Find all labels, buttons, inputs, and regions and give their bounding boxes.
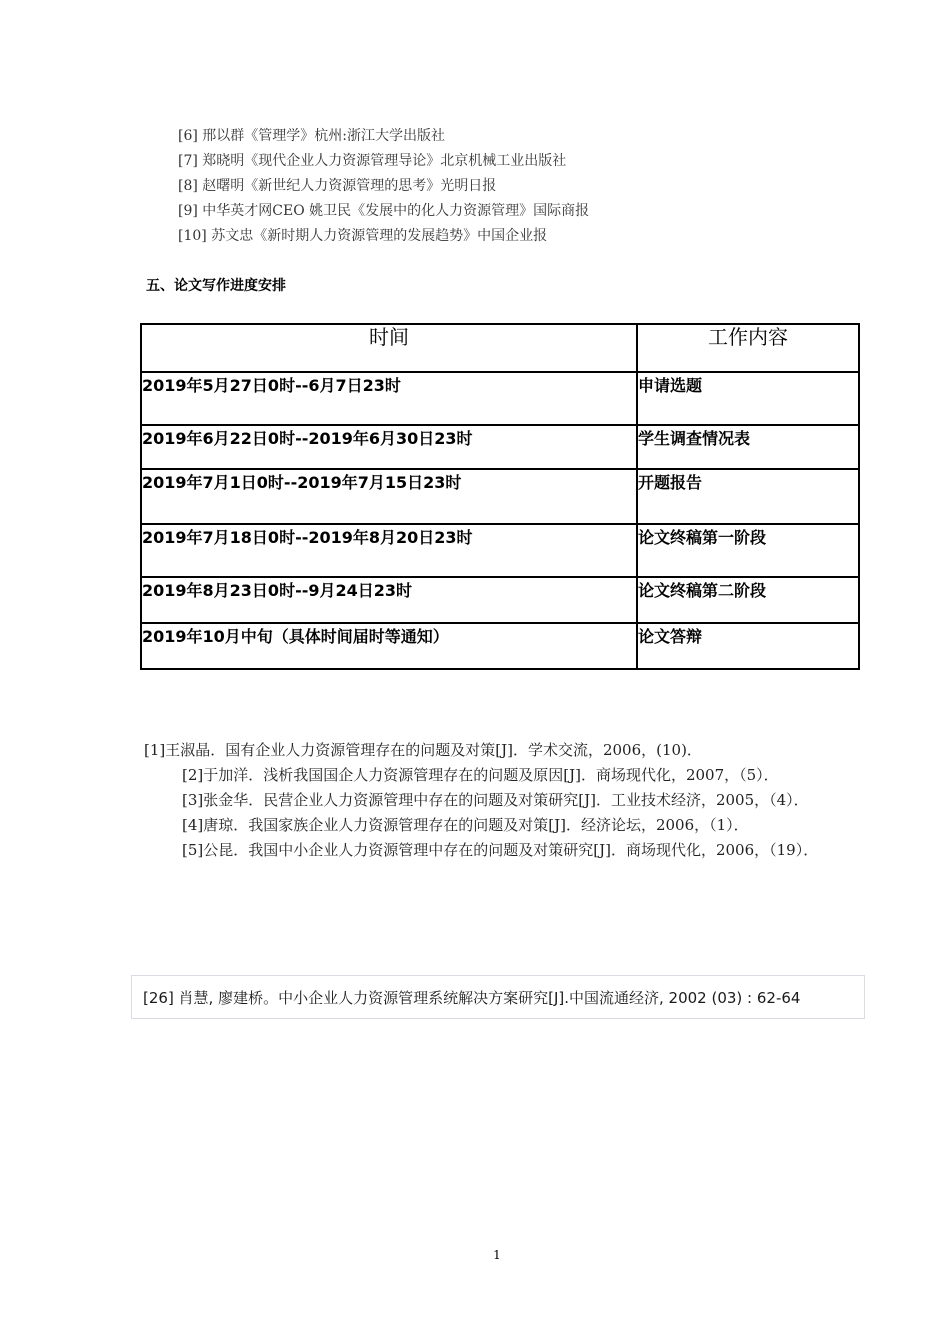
table-header-row — [141, 324, 859, 372]
reference-paragraph: [5]公昆．我国中小企业人力资源管理中存在的问题及对策研究[J]．商场现代化，2006，（19）． — [182, 841, 819, 859]
task-cell: 申请选题 — [637, 372, 859, 425]
task-cell: 论文答辩 — [637, 623, 859, 669]
reference-item: [7] 郑晓明《现代企业人力资源管理导论》北京机械工业出版社 — [178, 153, 567, 169]
reference-paragraph: [4]唐琼．我国家族企业人力资源管理存在的问题及对策[J]．经济论坛，2006，（1）． — [182, 816, 749, 834]
reference-list-top — [178, 124, 878, 249]
time-cell: 2019年7月18日0时--2019年8月20日23时 — [141, 524, 637, 577]
schedule-table — [140, 323, 860, 670]
reference-paragraph: [1]王淑晶．国有企业人力资源管理存在的问题及对策[J]．学术交流，2006，(10)． — [144, 741, 702, 759]
task-cell: 论文终稿第一阶段 — [637, 524, 859, 577]
task-cell: 开题报告 — [637, 469, 859, 524]
task-cell: 论文终稿第二阶段 — [637, 577, 859, 623]
header-time: 时间 — [141, 324, 637, 372]
reference-paragraph: [3]张金华．民营企业人力资源管理中存在的问题及对策研究[J]．工业技术经济，2005，（4）． — [182, 791, 809, 809]
task-cell: 学生调查情况表 — [637, 425, 859, 469]
reference-item: [9] 中华英才网CEO 姚卫民《发展中的化人力资源管理》国际商报 — [178, 203, 590, 219]
table-row — [141, 372, 859, 425]
table-row — [141, 469, 859, 524]
time-cell: 2019年10月中旬（具体时间届时等通知） — [141, 623, 637, 669]
header-work-content: 工作内容 — [637, 324, 859, 372]
table-row — [141, 425, 859, 469]
time-cell: 2019年6月22日0时--2019年6月30日23时 — [141, 425, 637, 469]
reference-item: [10] 苏文忠《新时期人力资源管理的发展趋势》中国企业报 — [178, 228, 548, 244]
reference-list-bottom — [144, 738, 866, 863]
citation-text: [26] 肖慧, 廖建桥。中小企业人力资源管理系统解决方案研究[J].中国流通经济, 2002 (03) : 62-64 — [143, 989, 801, 1007]
page-number: 1 — [493, 1248, 501, 1262]
reference-item: [8] 赵曙明《新世纪人力资源管理的思考》光明日报 — [178, 178, 497, 194]
table-row — [141, 524, 859, 577]
time-cell: 2019年7月1日0时--2019年7月15日23时 — [141, 469, 637, 524]
table-row — [141, 577, 859, 623]
reference-item: [6] 邢以群《管理学》杭州:浙江大学出版社 — [178, 128, 445, 144]
table-row — [141, 623, 859, 669]
section-heading: 五、论文写作进度安排 — [146, 278, 286, 294]
time-cell: 2019年8月23日0时--9月24日23时 — [141, 577, 637, 623]
reference-paragraph: [2]于加洋．浅析我国国企人力资源管理存在的问题及原因[J]．商场现代化，2007，（5）． — [182, 766, 779, 784]
citation-box — [131, 975, 865, 1019]
time-cell: 2019年5月27日0时--6月7日23时 — [141, 372, 637, 425]
